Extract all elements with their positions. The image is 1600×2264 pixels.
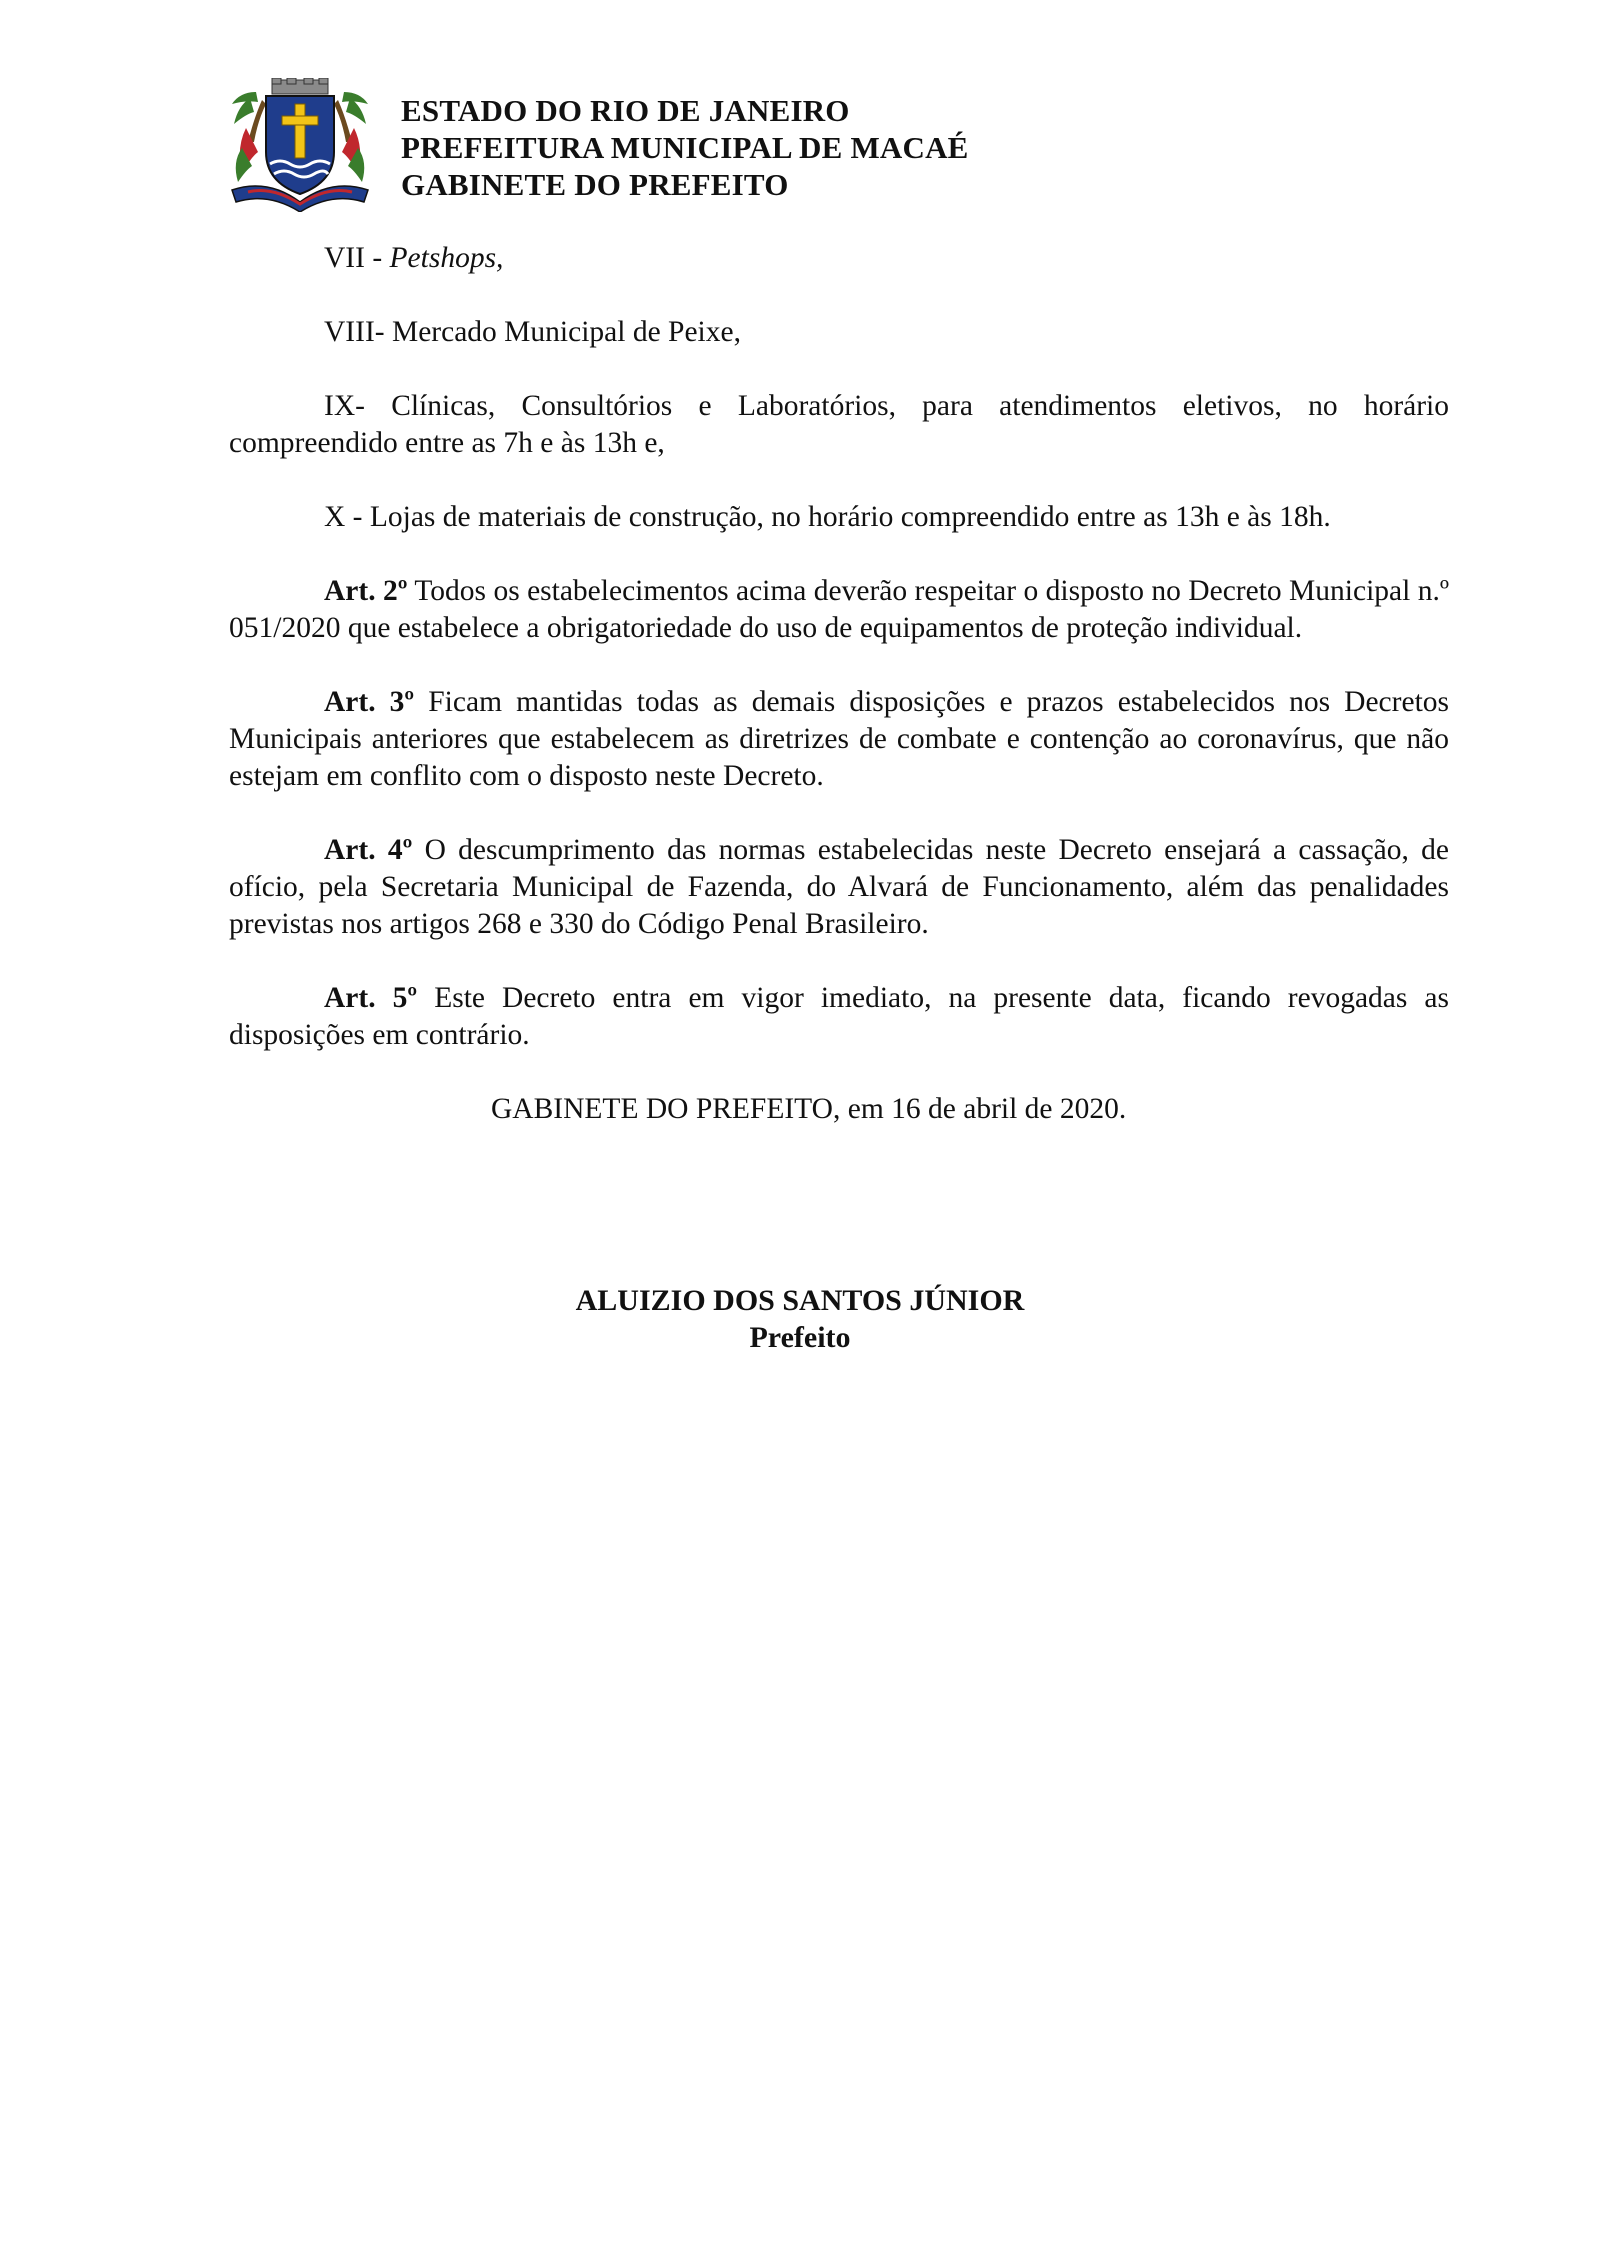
signatory-name: ALUIZIO DOS SANTOS JÚNIOR: [575, 1284, 1025, 1317]
article-3: [229, 684, 1449, 795]
article-4: [229, 832, 1449, 943]
header-office: GABINETE DO PREFEITO: [401, 167, 789, 202]
article-2-text: Todos os estabelecimentos acima deverão respeitar o disposto no Decreto Municipal n.º 051/2020 que estabelece a obrigatoriedade do uso de equipamentos de proteção individual.: [229, 575, 1449, 644]
article-4-text: O descumprimento das normas estabelecidas neste Decreto ensejará a cassação, de ofício, pela Secretaria Municipal de Fazenda, do Alvará de Funcionamento, além das penalidades previstas nos artigos 268 e 330 do Código Penal Brasileiro.: [229, 834, 1450, 940]
letterhead: [228, 78, 1228, 218]
item-vii-prefix: VII -: [324, 242, 390, 274]
coat-of-arms-icon: [228, 78, 372, 212]
article-3-text: Ficam mantidas todas as demais disposições e prazos estabelecidos nos Decretos Municipais anteriores que estabelecem as diretrizes de combate e contenção ao coronavírus, que não estejam em conflito com o disposto neste Decreto.: [229, 686, 1449, 792]
article-2-label: Art. 2º: [324, 575, 408, 607]
header-prefecture: PREFEITURA MUNICIPAL DE MACAÉ: [401, 130, 969, 165]
item-vii-text: Petshops,: [389, 242, 504, 274]
article-5-text: Este Decreto entra em vigor imediato, na presente data, ficando revogadas as disposições em contrário.: [229, 982, 1449, 1051]
decree-body: [229, 240, 1449, 1128]
article-4-label: Art. 4º: [324, 834, 413, 866]
article-3-label: Art. 3º: [324, 686, 415, 718]
header-state: ESTADO DO RIO DE JANEIRO: [401, 93, 850, 128]
article-2: [229, 573, 1449, 647]
item-x: X - Lojas de materiais de construção, no horário compreendido entre as 13h e às 18h.: [324, 501, 1331, 533]
article-5: [229, 980, 1449, 1054]
signatory-role: Prefeito: [749, 1321, 851, 1354]
item-vii: [229, 240, 1449, 277]
closing-date-line: GABINETE DO PREFEITO, em 16 de abril de 2020.: [491, 1093, 1127, 1125]
item-ix: IX- Clínicas, Consultórios e Laboratórios, para atendimentos eletivos, no horário compreendido entre as 7h e às 13h e,: [229, 390, 1449, 459]
article-5-label: Art. 5º: [324, 982, 418, 1014]
item-viii: VIII- Mercado Municipal de Peixe,: [324, 316, 741, 348]
signature-block: [0, 1282, 1600, 1356]
